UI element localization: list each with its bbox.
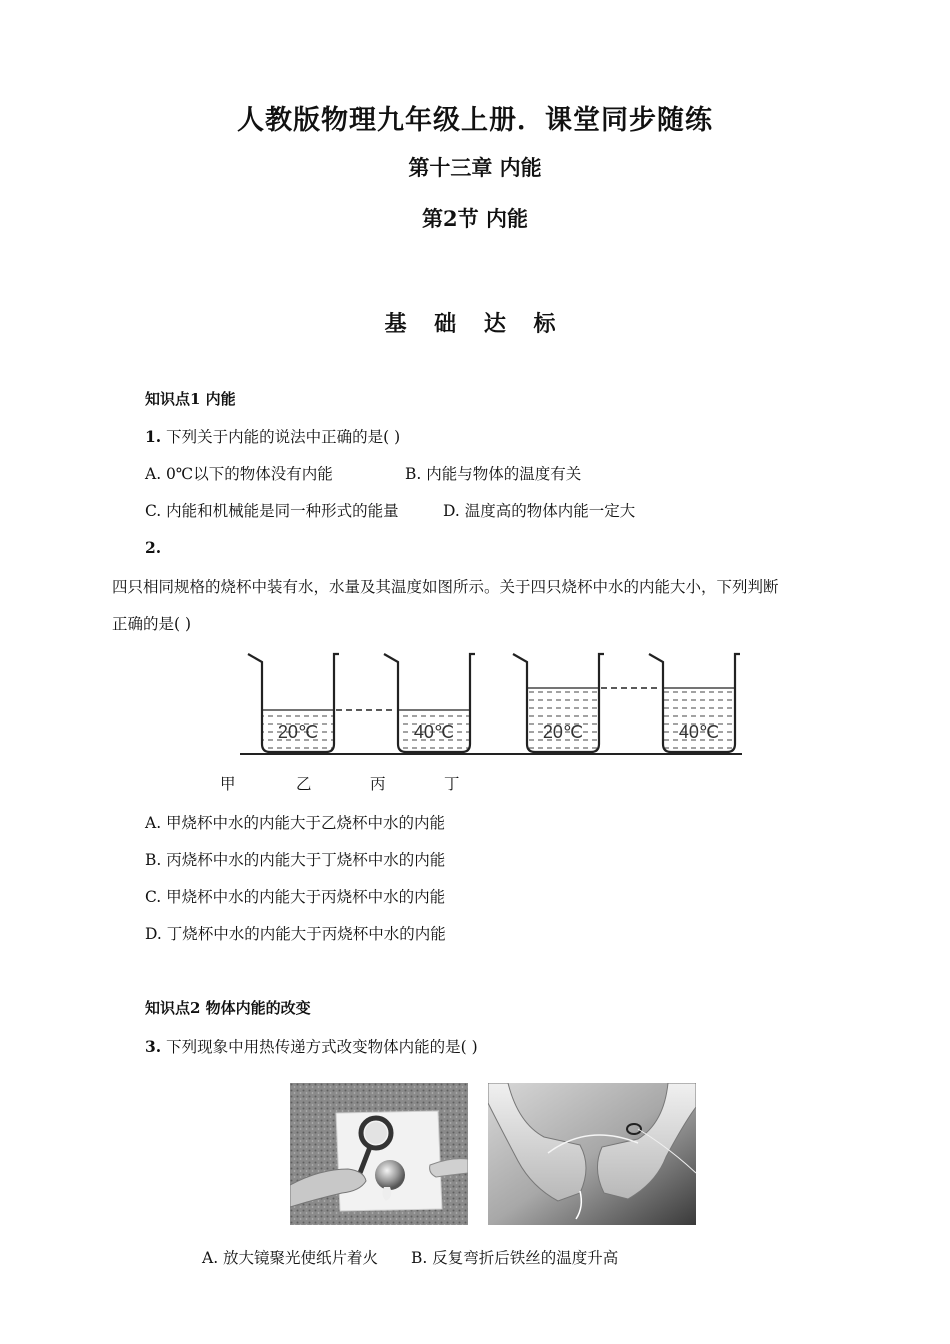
question-1-stem: 下列关于内能的说法中正确的是( )	[161, 428, 401, 446]
q1-option-a: A. 0℃以下的物体没有内能	[145, 465, 333, 483]
beaker-jia	[248, 654, 339, 752]
beaker-yi	[384, 654, 475, 752]
beaker-label-jia: 甲	[220, 775, 236, 793]
beaker-label-bing: 丙	[370, 775, 386, 793]
question-2-stem-line2: 正确的是( )	[112, 615, 192, 633]
focused-spot	[375, 1160, 405, 1190]
level-heading: 基 础 达 标	[384, 311, 566, 337]
knowledge-point-2: 知识点2 物体内能的改变	[145, 999, 311, 1017]
beakers-figure	[240, 648, 745, 763]
q3-caption-b: B. 反复弯折后铁丝的温度升高	[411, 1249, 619, 1267]
question-3-stem: 下列现象中用热传递方式改变物体内能的是( )	[161, 1038, 478, 1056]
document-title: 人教版物理九年级上册．课堂同步随练	[237, 105, 713, 136]
question-2-stem-line1: 四只相同规格的烧杯中装有水，水量及其温度如图所示。关于四只烧杯中水的内能大小，下列判断	[112, 578, 779, 596]
question-2-number: 2.	[145, 538, 162, 557]
question-3-number: 3.	[145, 1037, 162, 1056]
chapter-heading: 第十三章 内能	[408, 155, 542, 180]
beaker-ding	[649, 654, 740, 752]
photo-magnifying-glass	[290, 1083, 468, 1225]
section-heading: 第2节 内能	[422, 206, 528, 231]
temp-label-ding: 40℃	[678, 722, 720, 742]
q1-option-b: B. 内能与物体的温度有关	[405, 465, 582, 483]
q2-option-a: A. 甲烧杯中水的内能大于乙烧杯中水的内能	[145, 814, 446, 832]
q1-option-d: D. 温度高的物体内能一定大	[443, 502, 636, 520]
q2-option-b: B. 丙烧杯中水的内能大于丁烧杯中水的内能	[145, 851, 446, 869]
question-1-number: 1.	[145, 427, 162, 446]
temp-label-yi: 40℃	[413, 722, 455, 742]
beaker-label-yi: 乙	[296, 775, 312, 793]
beaker-bing	[513, 654, 604, 752]
question-1	[145, 425, 400, 447]
temp-label-bing: 20℃	[542, 722, 584, 742]
temp-label-jia: 20℃	[277, 722, 319, 742]
q2-option-d: D. 丁烧杯中水的内能大于丙烧杯中水的内能	[145, 925, 446, 943]
q3-caption-a: A. 放大镜聚光使纸片着火	[202, 1249, 379, 1267]
q2-option-c: C. 甲烧杯中水的内能大于丙烧杯中水的内能	[145, 888, 446, 906]
beaker-label-ding: 丁	[444, 775, 460, 793]
question-3	[145, 1035, 478, 1057]
q1-option-c: C. 内能和机械能是同一种形式的能量	[145, 502, 399, 520]
knowledge-point-1: 知识点1 内能	[145, 390, 236, 408]
photo-bending-wire	[488, 1083, 696, 1225]
